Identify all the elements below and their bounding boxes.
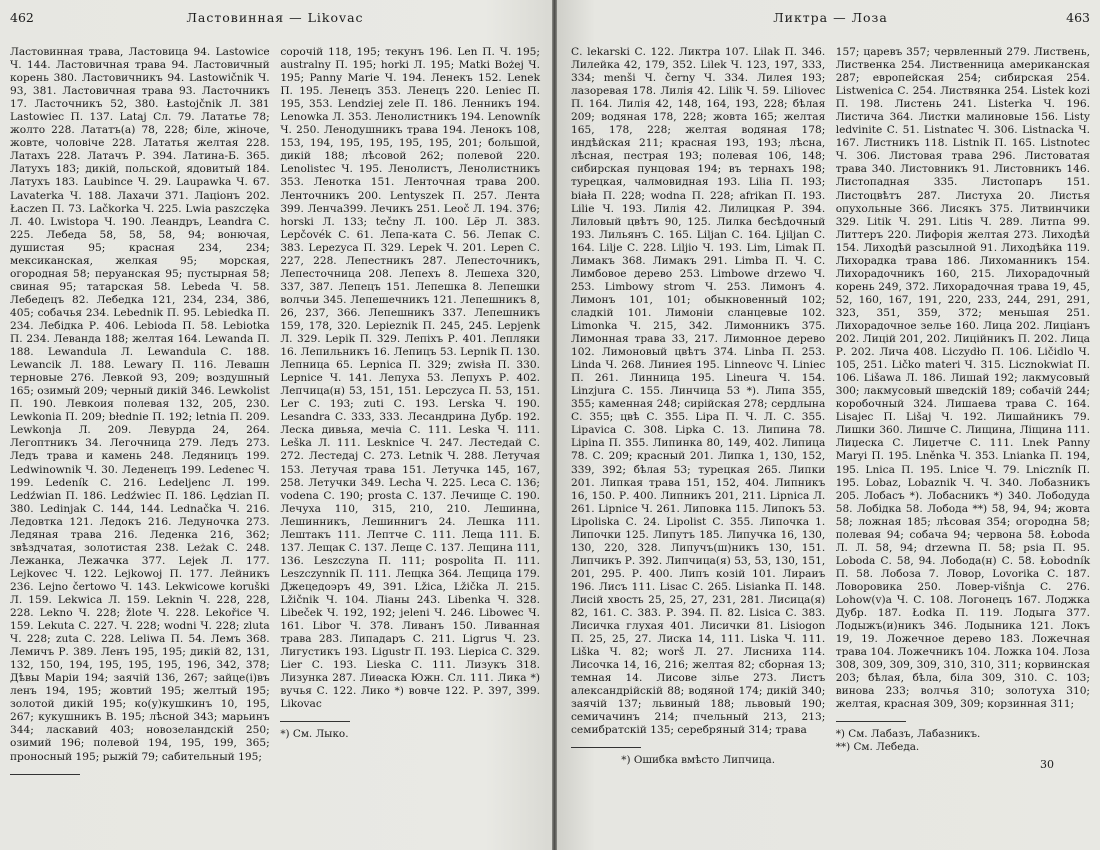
left-column-1 xyxy=(10,46,270,781)
page-number-right: 463 xyxy=(1066,10,1090,25)
left-columns xyxy=(10,46,540,781)
running-header-left xyxy=(10,10,540,28)
right-page xyxy=(557,0,1100,850)
right-column-2 xyxy=(836,46,1090,771)
footnote: *) Ошибка вмѣсто Липчица. xyxy=(621,754,776,767)
footnote: **) См. Лебеда. xyxy=(835,741,920,754)
dictionary-text: 157; царевъ 357; червленный 279. Листвень, Лиственка 254. Лиственница американская 287; европейская 254; сибирская 254. Listwenica С. 254. Листвянка 254. Listek kozi П. 198. Листень 241. Listerka Ч. 196. Листича 364. Листки малиновые 156. Listy ledvinite С. 51. Listnatec Ч. 306. Listnacka Ч. 167. Листникъ 118. Listnik П. 165. Listnotec Ч. 306. Листовая трава 296. Листоватая трава 340. Листовникъ 91. Листовникъ 146. Листопадная 335. Листопаръ 151. Листоцвѣтъ 287. Листуха 20. Листья опухольные 366. Лисякъ 375. Литвинчики 329. Litik Ч. 291. Litis Ч. 289. Литпа 99. Литтеръ 220. Лифорія желтая 273. Лиходѣй 154. Лиходѣй разсылной 91. Лиходѣйка 119. Лихорадка трава 186. Лихоманникъ 154. Лихорадочникъ 160, 215. Лихорадочный корень 249, 372. Лихорадочная трава 19, 45, 52, 160, 167, 191, 220, 233, 244, 291, 291, 323, 351, 359, 372; меньшая 251. Лихорадочное зелье 160. Лица 202. Лиціанъ 202. Лицій 201, 202. Лиційникъ П. 202. Лица Р. 202. Лича 408. Liczydło П. 106. Ličidlo Ч. 105, 251. Ličko materi Ч. 315. Licznokwiat П. 106. Lišawa Л. 186. Лишай 192; лакмусовый 300; лакмусовый шведскій 189; собачій 244; коробочный 324. Лишаева трава С. 164. Lisajec П. Lišaj Ч. 192. Лишайникъ 79. Лишки 360. Лишче С. Лищина, Ліщина 111. Лиџеска С. Лиџетче С. 111. Lnek Panny Maryi П. 195. Lněnka Ч. 353. Lnianka П. 194, 195. Lnica П. 195. Lnice Ч. 79. Lniczník П. 195. Lobaz, Lobaznik Ч. Ч. 340. Лобазникъ 205. Лобасъ *). Лобасникъ *) 340. Лободуда 58. Лобідка 58. Лобода **) 58, 94, 94; жовта 58; ложная 185; лѣсовая 354; огородна 58; полевая 94; собача 94; червона 58. Łoboda Л. Л. 58, 94; drzewna П. 58; psia П. 95. Loboda С. 58, 94. Лобода(н) С. 58. Łobodník П. 58. Лобоза 7. Ловор, Lovorika С. 187. Ловоровика 250. Ловер-višnja С. 276. Lohow(v)a Ч. С. 108. Логонецъ 167. Лоджка Дубр. 187. Łodka П. 119. Лодыга 377. Лодыжъ(и)никъ 346. Лодыника 121. Локъ 19, 19. Ложечное дерево 183. Ложечная трава 104. Ложечникъ 104. Ложка 104. Лоза 308, 309, 309, 309, 310, 310, 311; корвинская 203; бѣлая, бѣла, біла 309, 310. С. 103; винова 233; волчья 310; золотуха 310; желтая, красная 309, 309; корзинная 311; xyxy=(835,46,1091,711)
dictionary-text: сорочій 118, 195; текунъ 196. Len П. Ч. 195; australny П. 195; horki Л. 195; Matki Bożej Ч. 195; Panny Marie Ч. 194. Ленекъ 152. Lenek П. 195. Ленецъ 353. Ленецъ 220. Leniec П. 195, 353. Lendziej zele П. 186. Ленникъ 194. Lenowka Л. 353. Ленолистникъ 194. Lenowník Ч. 250. Ленодушникъ трава 194. Ленокъ 108, 153, 194, 195, 195, 195, 195, 201; большой, дикій 188; лѣсовой 262; полевой 220. Lenolistec Ч. 195. Ленолистъ, Ленолистникъ 353. Ленотка 151. Ленточная трава 200. Ленточникъ 200. Lentyszek П. 257. Лента 399. Ленча399. Лечикъ 251. Leoč Л. 194. 376; horski Л. 133; tečny Л. 100. Lёp Л. 383. Lepčovék С. 61. Лепа-ката С. 56. Лепак С. 383. Lepezyca П. 329. Lepek Ч. 201. Lepen С. 227, 228. Лепестникъ 287. Лепесточникъ, Лепесточница 208. Лепехъ 8. Лешеха 320, 337, 387. Лепецъ 151. Лепешка 8. Лепешки волчьи 345. Лепешечникъ 121. Лепешникъ 8, 26, 237, 366. Лепешникъ 337. Лепешникъ 159, 178, 320. Lepieznik П. 245, 245. Lepjenk Л. 329. Lepik П. 329. Лепіхъ Р. 401. Лепляки 16. Лепильникъ 16. Лепицъ 53. Lepnik П. 130. Лепница 65. Lepnica П. 329; zwisła П. 330. Lepnice Ч. 141. Лепуха 53. Лепухъ Р. 402. Лепчица(н) 53, 151, 151. Lepczyca П. 53, 151. Ler С. 193; zuti С. 193. Lerska Ч. 190. Lesandra С. 333, 333. Лесандрина Дубр. 192. Леска дивьяа, мечіа С. 111. Leska Ч. 111. Leška Л. 111. Lesknice Ч. 247. Лестедай С. 272. Лестедаj С. 273. Letnik Ч. 288. Летучая 153. Летучая трава 151. Летучка 145, 167, 258. Летучки 349. Lecha Ч. 225. Leca С. 136; vodena С. 190; prosta С. 137. Лечище С. 190. Лечуха 110, 315, 210, 210. Лешинна, Лешинникъ, Лешиннигъ 24. Лешка 111. Лештакъ 111. Лептче С. 111. Леща 111. Б. 137. Лещак С. 137. Леще С. 137. Лещина 111, 136. Leszczyna П. 111; pospolita П. 111. Leszczynnik П. 111. Лещка 364. Лещица 179. Джецедоэръ 49, 391. Lžica, Lžička Л. 215. Lžičnik Ч. 104. Ліаны 243. Libenka Ч. 328. Libeček Ч. 192, 192; jeleni Ч. 246. Libowec Ч. 161. Libor Ч. 378. Ливанъ 150. Ливанная трава 283. Липадаръ С. 211. Ligrus Ч. 23. Лигустикъ 193. Ligustr П. 193. Liepica С. 329. Lier С. 193. Lieska С. 111. Лизукъ 318. Лизунка 287. Лиѳаска Южн. Сл. 111. Лика *) вучья С. 122. Лико *) вовче 122. Р. 397, 399. Likovac xyxy=(280,46,540,711)
right-column-1 xyxy=(571,46,825,771)
right-columns xyxy=(571,46,1090,771)
dictionary-text: С. lekarski С. 122. Ликтра 107. Lilak П. 346. Лилейка 42, 179, 352. Lilek Ч. 123, 197, 333, 334; menši Ч. černy Ч. 334. Лилея 193; лазоревая 178. Лилія 42. Lilik Ч. 59. Liliovec П. 164. Лилія 42, 148, 164, 193, 228; бѣлая 209; водяная 178, 228; жовта 165; желтая 165, 178, 228; желтая водяная 178; индѣйская 211; красная 193, 193; лѣсна, лѣсная, пестрая 193; полевая 106, 148; сибирская пунцовая 194; въ тернахъ 198; турецкая, чалмовидная 193. Lilia П. 193; biała П. 228; wodna П. 228; afrikan П. 193. Lilie Ч. 193. Лилiя 42. Лилицкая Р. 394. Лиловый цвѣтъ 90, 125. Лилка бесѣдочный 193. Лильянъ С. 165. Liljan С. 164. Ljiljan С. 164. Lilje С. 228. Liljio Ч. 193. Lim, Limak П. Лимакъ 368. Лимакъ 291. Limba П. Ч. С. Лимбовое дерево 253. Limbowe drzewo Ч. 253. Limbowy strom Ч. 253. Лимонъ 4. Лимонъ 101, 101; обыкновенный 102; сладкій 101. Лимоніи сланцевые 102. Limonka Ч. 215, 342. Лимонникъ 375. Лимонная трава 33, 217. Лимонное дерево 102. Лимоновый цвѣтъ 374. Linba П. 253. Linda Ч. 268. Линиея 195. Linneovc Ч. Liniec П. 261. Линница 195. Lineura Ч. 154. Linzjura С. 155. Линчица 53 *). Липа 355, 355; каменная 248; сирійская 278; сердлына С. 355; цвѣ С. 355. Lipa П. Ч. Л. С. 355. Lipavica С. 308. Lipka С. 13. Липина 78. Lipina П. 355. Липинка 80, 149, 402. Липица 78. С. 209; красный 201. Липка 1, 130, 152, 339, 392; бѣлая 53; турецкая 265. Липки 201. Липкая трава 151, 152, 404. Липникъ 16, 150. Р. 400. Липникъ 201, 211. Lipnica Л. 261. Lipnice Ч. 261. Липовка 115. Липокъ 53. Lipoliska С. 24. Lipolist С. 355. Липочка 1. Липочки 125. Липутъ 185. Липучка 16, 130, 130, 220, 328. Липучъ(ш)никъ 130, 151. Липчикъ Р. 392. Липчица(я) 53, 53, 130, 151, 201, 295. Р. 400. Липъ козій 101. Лираиъ 196. Лисъ 111. Lisac С. 265. Lisianka П. 148. Лисій хвость 25, 25, 27, 231, 281. Лисица(я) 82, 161. С. 383. Р. 394. П. 82. Lisica С. 383. Лисичка глухая 401. Лисички 81. Lisiogon П. 25, 25, 27. Лиска 14, 111. Liska Ч. 111. Liška Ч. 82; worš Л. 27. Лисниха 114. Лисочка 14, 16, 216; желтая 82; сборная 13; темная 14. Лисове зілье 273. Листъ александрійскій 88; водяной 174; дикій 340; заячій 137; львиный 188; львовый 190; семичачинъ 214; пчельный 213, 213; семибратскій 135; серебряный 314; трава xyxy=(571,46,826,737)
running-title-right: Ликтра — Лоза xyxy=(773,10,888,25)
footnote-rule xyxy=(571,747,641,748)
footnote-rule xyxy=(10,774,80,775)
dictionary-text: Ластовинная трава, Ластовица 94. Lastowice Ч. 144. Ластовичная трава 94. Ластовичный корень 380. Ластовичникъ 94. Lastowičnik Ч. 93, 381. Ластовичная трава 93. Ласточникъ 17. Ласточникъ 52, 380. Łastojčnik Л. 381 Lastowiec П. 137. Lataj Сл. 79. Лататье 78; жолто 228. Лататъ(а) 78, 228; біле, жіноче, жовте, чоловіче 228. Лататья желтая 228. Латахъ 228. Латачъ Р. 394. Латина-Б. 365. Латухъ 183; дикій, польской, ядовитый 184. Латухъ 183. Laubince Ч. 29. Laupawka Ч. 67. Lavaterka Ч. 188. Лахачи 371. Лаціонъ 202. Łaczen П. 73. Lačkorka Ч. 225. Lwia paszczęka Л. 40. Lwistopa Ч. 190. Леандръ, Leandra С. 225. Лебеда 58, 58, 58, 94; вонючая, душистая 95; красная 234, 234; мексиканская, желкая 95; морская, огородная 58; перуанская 95; пустырная 58; свиная 95; татарская 58. Lebeda Ч. 58. Лебедецъ 82. Лебедка 121, 234, 234, 386, 405; собачья 234. Lebednik П. 95. Lebiedka П. 234. Лебідка Р. 406. Lebioda П. 58. Lebiotka П. 234. Леванда 188; желтая 164. Lewanda П. 188. Lewandula Л. Lewandula С. 188. Lewancik Л. 188. Lewary П. 116. Левашн терновые 276. Левкой 93, 209; воздушный 165; озимый 209; черный дикій 346. Lewkolist П. 190. Левкоия полевая 132, 205, 230. Lewkonia П. 209; błednie П. 192; letnia П. 209. Lewkonja Л. 209. Левурда 24, 264. Легоптникъ 34. Легочница 279. Ледъ 273. Ледъ трава и камень 248. Ледяницъ 199. Ledwinownik Ч. 30. Леденецъ 199. Ledenec Ч. 199. Ledeník С. 216. Ledeljenc Л. 199. Ledźwian П. 186. Ledźwiec П. 186. Lędzian П. 380. Ledinjak С. 144, 144. Lednačka Ч. 216. Ледовтка 121. Ледокъ 216. Ледуночка 273. Ледяная трава 216. Леденка 216, 362; звѣздчатая, золотистая 238. Leżak С. 248. Лежанка, Лежачка 377. Lejek Л. 177. Lejkovec Ч. 122. Lejkowoj П. 177. Лейникъ 236. Lejno čertowo Ч. 143. Lekwicowe koruški Л. 159. Lekwica Л. 159. Leknin Ч. 228, 228, 228. Lekno Ч. 228; žlote Ч. 228. Lekořice Ч. 159. Lekuta С. 227. Ч. 228; wodni Ч. 228; zluta Ч. 228; zuta С. 228. Leliwa П. 54. Лемъ 368. Лемичъ Р. 389. Ленъ 195, 195; дикій 82, 131, 132, 150, 194, 195, 195, 195, 196, 342, 378; Дѣвы Маріи 194; заячій 136, 267; зайце(і)въ ленъ 194, 195; жовтий 195; желтый 195; золотой дикій 195; ко(у)кушкинъ 10, 195, 267; кукушникъ В. 195; лѣсной 343; марьинъ 344; ласкавий 403; новозеландскій 250; озимий 196; полевой 194, 195, 199, 365; проносный 195; рыжій 79; сабительный 195; xyxy=(10,46,270,763)
page-number-left: 462 xyxy=(10,10,34,25)
footnote: *) См. Лыко. xyxy=(280,728,349,741)
left-column-2 xyxy=(280,46,540,781)
signature-mark: 30 xyxy=(1040,758,1054,772)
running-title-left: Ластовинная — Likovac xyxy=(186,10,364,25)
running-header-right xyxy=(571,10,1090,28)
footnote-rule xyxy=(280,721,350,722)
footnote: *) См. Лабазъ, Лабазникъ. xyxy=(835,728,981,741)
footnote-rule xyxy=(836,721,906,722)
